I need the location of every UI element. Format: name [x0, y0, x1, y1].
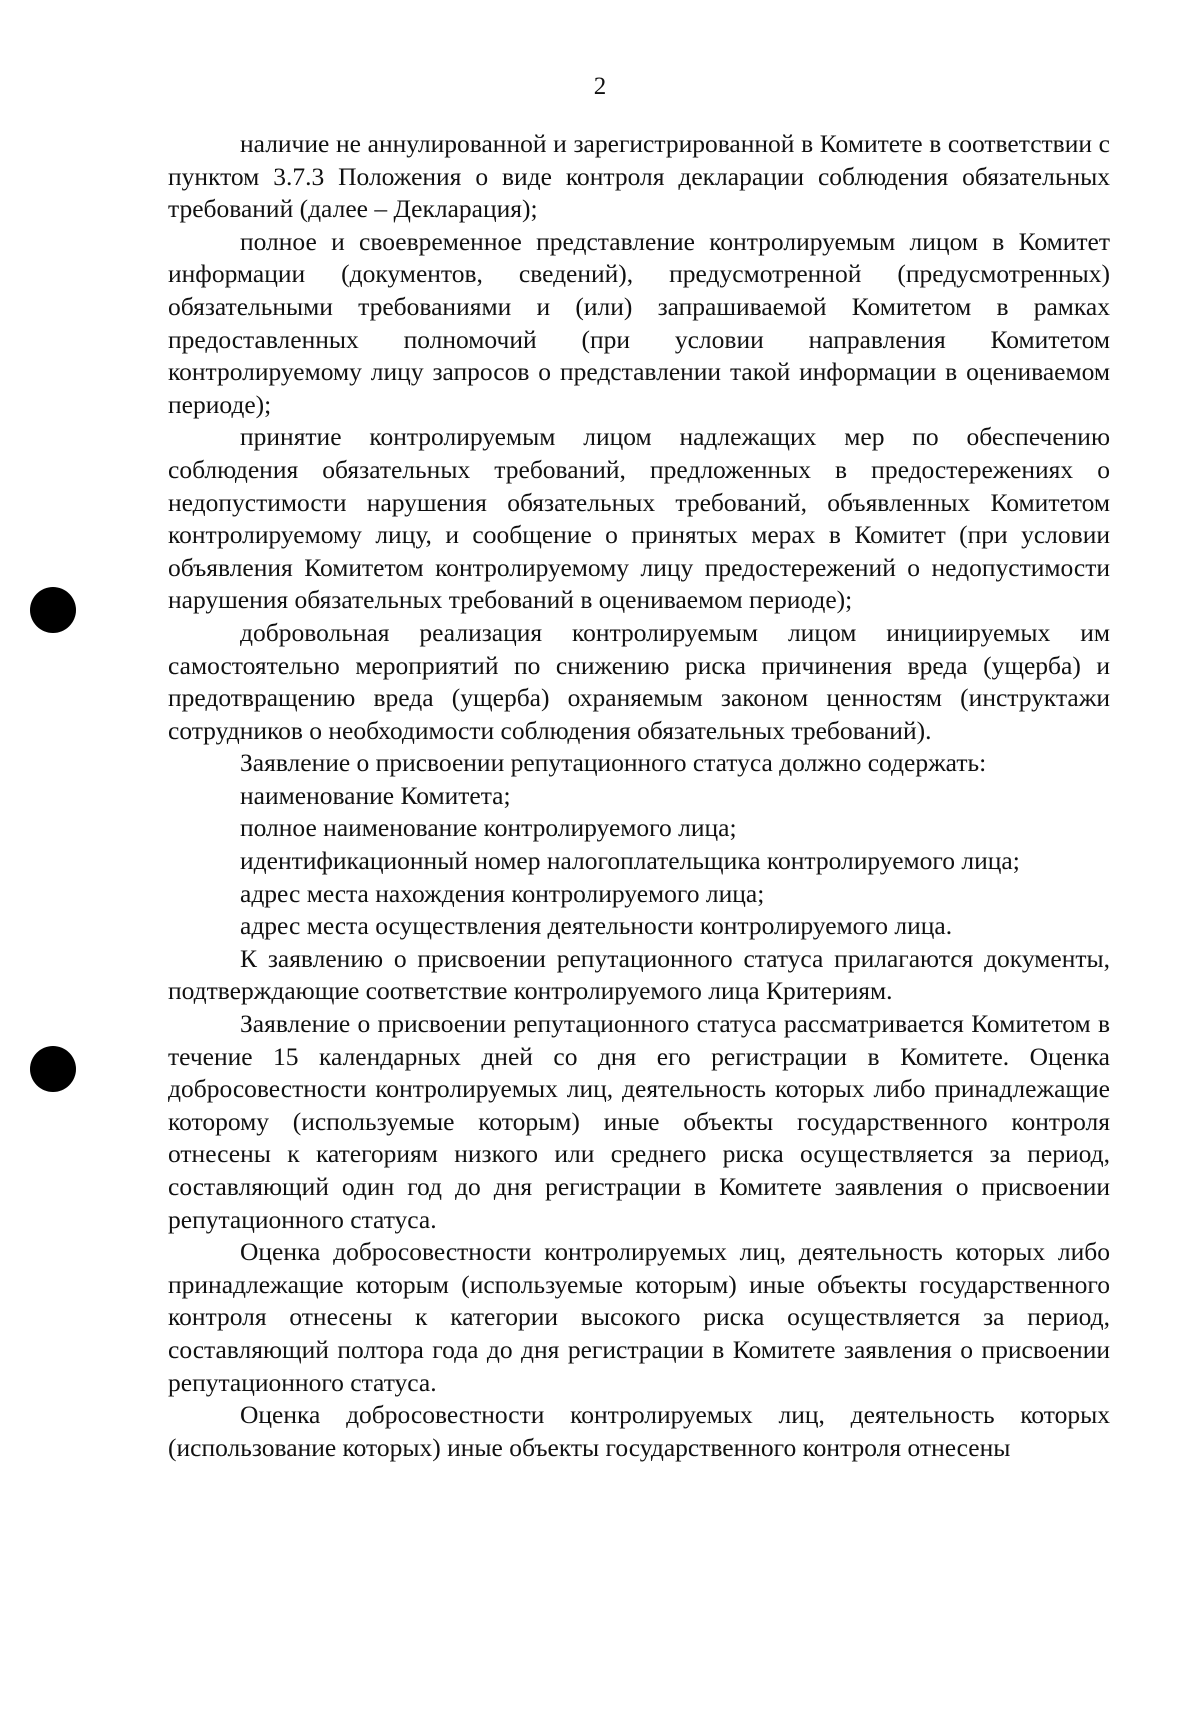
paragraph-measures-criterion: принятие контролируемым лицом надлежащих мер по обеспечению соблюдения обязательных требований, предложенных в предостережениях о недопустимости нарушения обязательных требований, объявленных Комитетом контролируемому лицу, и сообщение о принятых мерах в Комитет (при условии объявления Комитетом контролируемому лицу предостережений о недопустимости нарушения обязательных требований в оцениваемом периоде); — [168, 422, 1110, 615]
paragraph-attached-documents: К заявлению о присвоении репутационного статуса прилагаются документы, подтверждающие соответствие контролируемого лица Критериям. — [168, 943, 1110, 1006]
list-item-activity-address: адрес места осуществления деятельности контролируемого лица. — [240, 911, 953, 941]
list-item-full-name: полное наименование контролируемого лица; — [240, 813, 737, 843]
paragraph-information-criterion: полное и своевременное представление контролируемым лицом в Комитет информации (документов, сведений), предусмотренной (предусмотренных) обязательными требованиями и (или) запрашиваемой Комитетом в рамках предоставленных полномочий (при условии направления Комитетом контролируемому лицу запросов о представлении такой информации в оцениваемом периоде); — [168, 226, 1110, 419]
page-number: 2 — [593, 73, 607, 100]
paragraph-high-risk-evaluation: Оценка добросовестности контролируемых лиц, деятельность которых либо принадлежащие которым (используемые которым) иные объекты государственного контроля отнесены к категории высокого риска осуществляется за период, составляющий полтора года до дня регистрации в Комитете заявления о присвоении репутационного статуса. — [168, 1237, 1110, 1397]
paragraph-review-period: Заявление о присвоении репутационного статуса рассматривается Комитетом в течение 15 календарных дней со дня его регистрации в Комитете. Оценка добросовестности контролируемых лиц, деятельность которых либо принадлежащие которому (используемые которым) иные объекты государственного контроля отнесены к категориям низкого или среднего риска осуществляется за период, составляющий один год до дня регистрации в Комитете заявления о присвоении репутационного статуса. — [168, 1009, 1110, 1234]
list-item-location-address: адрес места нахождения контролируемого лица; — [240, 878, 765, 908]
paragraph-application-contents: Заявление о присвоении репутационного статуса должно содержать: — [240, 748, 987, 778]
binder-hole-mark — [30, 587, 76, 633]
document-body — [168, 128, 1110, 1464]
binder-hole-mark — [30, 1046, 76, 1092]
paragraph-voluntary-criterion: добровольная реализация контролируемым лицом инициируемых им самостоятельно мероприятий по снижению риска причинения вреда (ущерба) и предотвращению вреда (ущерба) охраняемым законом ценностям (инструктажи сотрудников о необходимости соблюдения обязательных требований). — [168, 617, 1110, 745]
list-item-inn: идентификационный номер налогоплательщика контролируемого лица; — [240, 846, 1020, 876]
list-item-committee-name: наименование Комитета; — [240, 780, 511, 810]
paragraph-evaluation-continued: Оценка добросовестности контролируемых лиц, деятельность которых (использование которых) иные объекты государственного контроля отнесены — [168, 1400, 1110, 1462]
paragraph-declaration-criterion: наличие не аннулированной и зарегистрированной в Комитете в соответствии с пунктом 3.7.3 Положения о виде контроля декларации соблюдения обязательных требований (далее – Декларация); — [168, 129, 1110, 224]
